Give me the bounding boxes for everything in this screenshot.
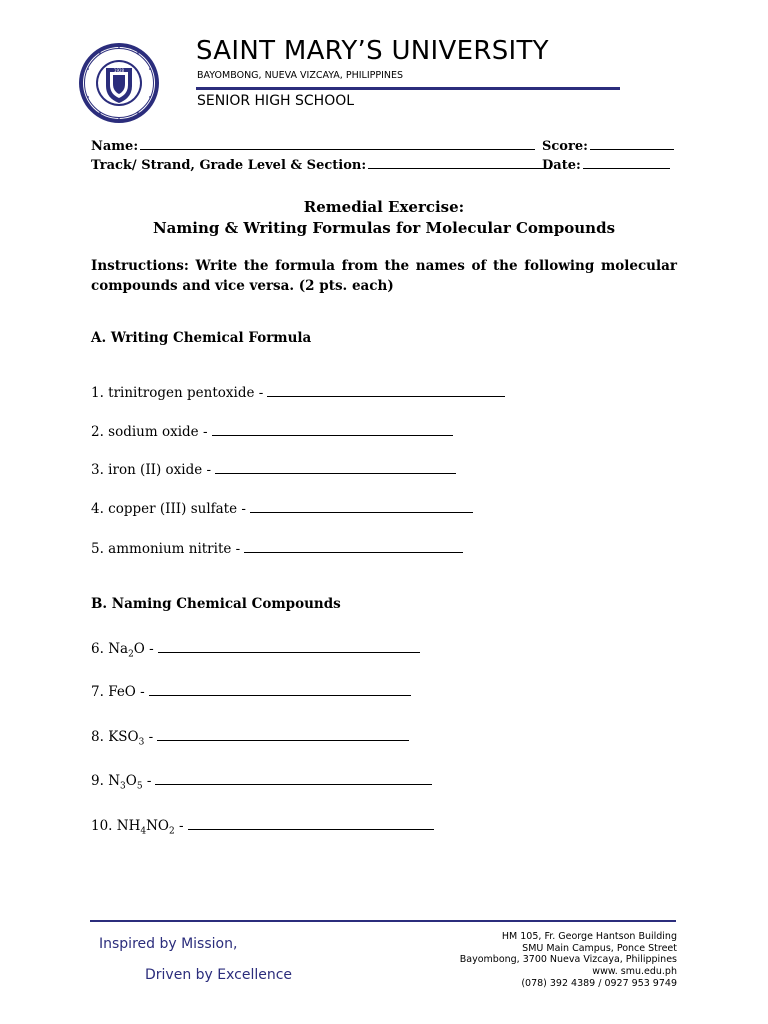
instructions: Instructions: Write the formula from the names of the following molecular compounds and vice versa. (2 pts. each) bbox=[91, 258, 677, 294]
question-10[interactable] bbox=[91, 818, 434, 837]
answer-blank[interactable] bbox=[267, 395, 505, 397]
question-text: 4. copper (III) sulfate - bbox=[91, 501, 246, 517]
answer-blank[interactable] bbox=[158, 651, 420, 653]
dash: - bbox=[146, 773, 152, 789]
section-b-heading: B. Naming Chemical Compounds bbox=[91, 596, 341, 612]
question-5[interactable] bbox=[91, 541, 463, 557]
score-label: Score: bbox=[542, 139, 588, 154]
dash: - bbox=[148, 729, 154, 745]
name-field[interactable] bbox=[91, 139, 535, 154]
score-field[interactable] bbox=[542, 139, 674, 154]
address-line: SMU Main Campus, Ponce Street bbox=[522, 942, 677, 954]
footer-address bbox=[460, 931, 677, 990]
chemical-formula: FeO bbox=[108, 684, 136, 700]
answer-blank[interactable] bbox=[244, 551, 463, 553]
address-line: Bayombong, 3700 Nueva Vizcaya, Philippines bbox=[459, 954, 677, 966]
question-text: 1. trinitrogen pentoxide - bbox=[91, 385, 264, 401]
question-7[interactable] bbox=[91, 684, 411, 700]
university-seal-logo bbox=[78, 42, 160, 124]
university-name: SAINT MARY’S UNIVERSITY bbox=[196, 36, 549, 66]
motto-line-1: Inspired by Mission, bbox=[99, 936, 238, 952]
address-line: HM 105, Fr. George Hantson Building bbox=[501, 931, 677, 942]
question-number: 9. bbox=[91, 773, 104, 789]
department-name: SENIOR HIGH SCHOOL bbox=[197, 93, 355, 109]
university-location: BAYOMBONG, NUEVA VIZCAYA, PHILIPPINES bbox=[197, 70, 404, 81]
date-field[interactable] bbox=[542, 158, 670, 173]
answer-blank[interactable] bbox=[157, 739, 409, 741]
answer-blank[interactable] bbox=[250, 511, 473, 513]
question-2[interactable] bbox=[91, 424, 453, 440]
track-label: Track/ Strand, Grade Level & Section: bbox=[91, 158, 367, 173]
motto-line-2: Driven by Excellence bbox=[145, 967, 293, 983]
question-number: 10. bbox=[91, 818, 113, 834]
dash: - bbox=[149, 641, 154, 657]
date-label: Date: bbox=[542, 158, 581, 173]
question-1[interactable] bbox=[91, 385, 505, 401]
chemical-formula: $N_3O_5$ bbox=[108, 773, 143, 792]
footer-divider bbox=[90, 920, 676, 922]
dash: - bbox=[140, 684, 145, 700]
name-label: Name: bbox=[91, 139, 139, 154]
exercise-title: Remedial Exercise: bbox=[303, 198, 465, 216]
track-field[interactable] bbox=[91, 158, 551, 173]
answer-blank[interactable] bbox=[188, 828, 434, 830]
question-8[interactable] bbox=[91, 729, 409, 748]
question-number: 6. bbox=[91, 641, 104, 657]
dash: - bbox=[179, 818, 184, 834]
svg-text:1928: 1928 bbox=[113, 68, 125, 73]
question-number: 7. bbox=[91, 684, 104, 700]
question-9[interactable] bbox=[91, 773, 432, 792]
date-blank[interactable] bbox=[583, 167, 670, 169]
header-divider bbox=[196, 87, 620, 90]
answer-blank[interactable] bbox=[155, 783, 432, 785]
chemical-formula: $Na_2O$ bbox=[108, 641, 145, 660]
answer-blank[interactable] bbox=[149, 694, 411, 696]
chemical-formula: $KSO_3$ bbox=[108, 729, 145, 748]
question-text: 2. sodium oxide - bbox=[91, 424, 208, 440]
score-blank[interactable] bbox=[590, 148, 674, 150]
website-link[interactable]: www. smu.edu.ph bbox=[592, 966, 677, 978]
exercise-subtitle: Naming & Writing Formulas for Molecular Compounds bbox=[152, 219, 616, 237]
track-blank[interactable] bbox=[368, 167, 551, 169]
question-3[interactable] bbox=[91, 462, 456, 478]
chemical-formula: $NH_4NO_2$ bbox=[116, 818, 175, 837]
name-blank[interactable] bbox=[140, 148, 535, 150]
question-text: 3. iron (II) oxide - bbox=[91, 462, 212, 478]
question-number: 8. bbox=[91, 729, 104, 745]
question-text: 5. ammonium nitrite - bbox=[91, 541, 241, 557]
question-6[interactable] bbox=[91, 641, 420, 660]
answer-blank[interactable] bbox=[215, 472, 456, 474]
answer-blank[interactable] bbox=[212, 434, 453, 436]
section-a-heading: A. Writing Chemical Formula bbox=[91, 330, 312, 346]
question-4[interactable] bbox=[91, 501, 473, 517]
phone-numbers: (078) 392 4389 / 0927 953 9749 bbox=[521, 977, 677, 989]
